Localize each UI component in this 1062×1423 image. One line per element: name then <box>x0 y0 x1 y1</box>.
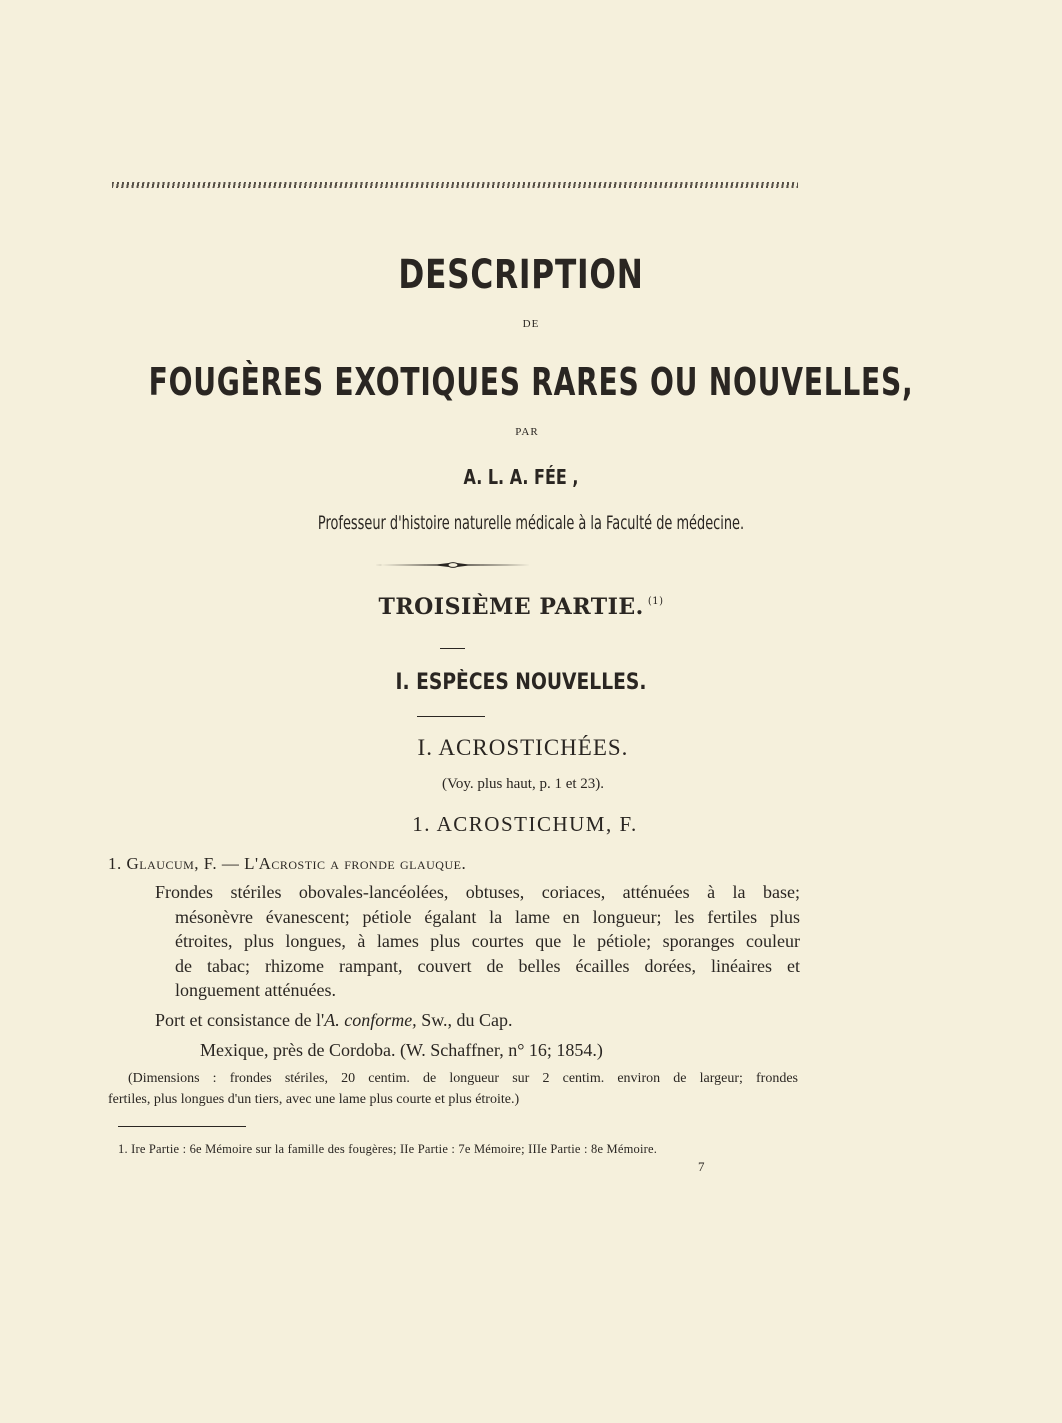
author-affiliation: Professeur d'histoire naturelle médicale à la Faculté de médecine. <box>317 512 745 534</box>
comparison-suffix: Sw., du Cap. <box>416 1010 513 1030</box>
ornament-divider-icon <box>375 562 530 568</box>
page-number: 7 <box>698 1159 705 1174</box>
family-heading: I. ACROSTICHÉES. <box>417 735 629 760</box>
genus-heading: 1. ACROSTICHUM, F. <box>412 812 638 836</box>
description-line: Frondes stériles obovales-lancéolées, obtuses, coriaces, atténuées à la base; <box>155 882 800 902</box>
description-line: mésonèvre évanescent; pétiole égalant la lame en longueur; les fertiles plus <box>175 906 800 927</box>
species-description <box>155 880 800 1003</box>
comparison-species: A. conforme, <box>324 1010 417 1030</box>
part-title: TROISIÈME PARTIE. <box>378 594 644 620</box>
footnote: 1. Ire Partie : 6e Mémoire sur la famille des fougères; IIe Partie : 7e Mémoire; IIIe Partie : 8e Mémoire. <box>118 1142 658 1156</box>
part-heading <box>0 594 1052 620</box>
divider-medium <box>417 716 485 717</box>
family-reference: (Voy. plus haut, p. 1 et 23). <box>441 776 605 792</box>
title-connector-de: DE <box>522 318 540 330</box>
ornamental-top-rule <box>112 182 798 188</box>
author-name: A. L. A. FÉE , <box>463 465 579 489</box>
species-number: 1. <box>108 854 122 873</box>
comparison-prefix: Port et consistance de l' <box>155 1010 325 1030</box>
part-footnote-marker: (1) <box>647 596 664 607</box>
species-comparison <box>155 1008 513 1033</box>
footnote-rule <box>118 1126 246 1127</box>
species-dimensions <box>108 1068 798 1110</box>
author-connector-par: PAR <box>515 426 539 438</box>
species-author: , F. — <box>194 854 245 873</box>
main-title: DESCRIPTION <box>398 252 644 298</box>
dimensions-line: (Dimensions : frondes stériles, 20 centim. de longueur sur 2 centim. environ de largeur; frondes <box>128 1071 798 1086</box>
species-locality: Mexique, près de Cordoba. (W. Schaffner, n° 16; 1854.) <box>200 1040 603 1060</box>
description-line: étroites, plus longues, à lames plus courtes que le pétiole; sporanges couleur <box>175 931 800 951</box>
dimensions-line: fertiles, plus longues d'un tiers, avec une lame plus courte et plus étroite.) <box>108 1092 520 1107</box>
species-common-name: L'Acrostic a fronde glauque. <box>244 854 467 873</box>
description-line: longuement atténuées. <box>175 980 336 1000</box>
section-heading: I. ESPÈCES NOUVELLES. <box>395 670 647 695</box>
subtitle: FOUGÈRES EXOTIQUES RARES OU NOUVELLES, <box>148 360 914 404</box>
species-heading <box>108 852 466 877</box>
description-line: de tabac; rhizome rampant, couvert de belles écailles dorées, linéaires et <box>175 955 800 976</box>
species-name: Glaucum <box>126 854 195 873</box>
divider-short <box>440 648 465 649</box>
